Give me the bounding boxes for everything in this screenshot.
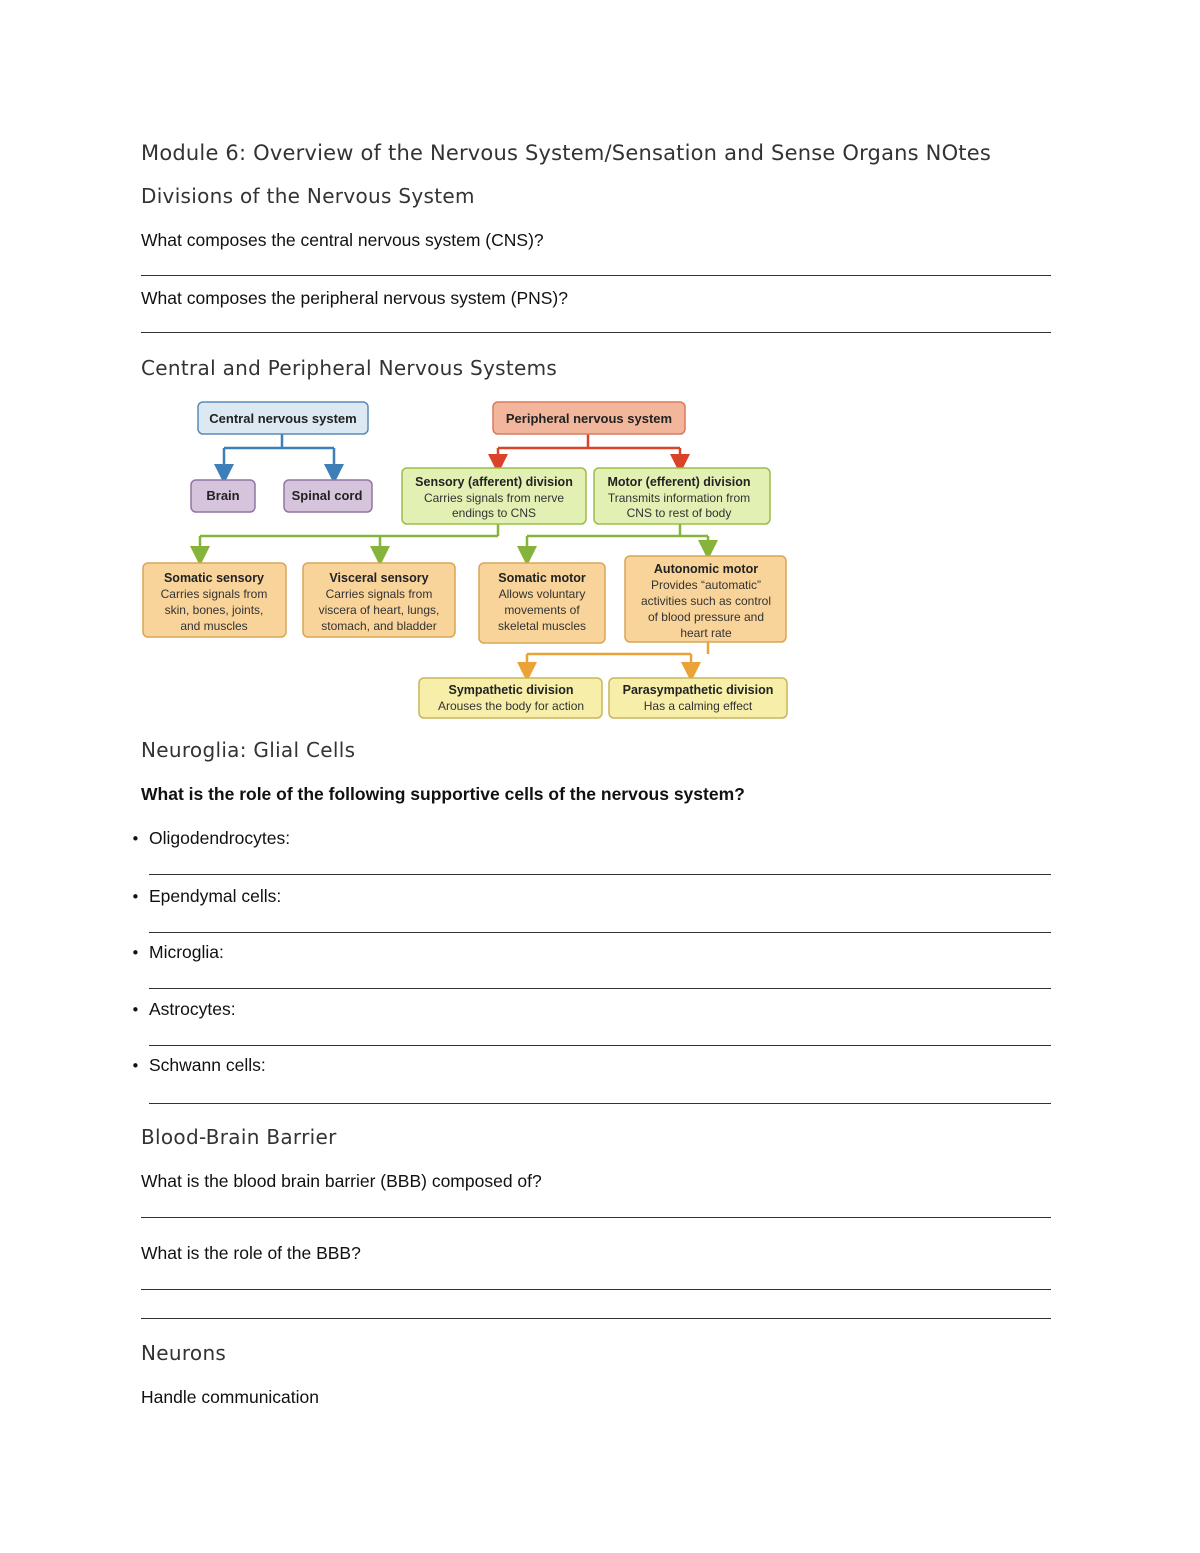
somatic-sensory-line: Carries signals from — [160, 587, 268, 601]
autonomic-motor-line: activities such as control — [640, 594, 772, 608]
bullet-icon: • — [131, 944, 140, 962]
somatic-motor-line: Allows voluntary — [498, 587, 586, 601]
glial-item-oligodendrocytes: Oligodendrocytes: — [149, 828, 291, 848]
question-glial-cells: What is the role of the following supportive cells of the nervous system? — [141, 784, 745, 804]
visceral-sensory-box — [303, 563, 455, 637]
somatic-sensory-line: skin, bones, joints, — [164, 603, 264, 617]
heading-neurons: Neurons — [141, 1341, 227, 1365]
visceral-sensory-title: Visceral sensory — [329, 571, 429, 585]
visceral-sensory-line: Carries signals from — [325, 587, 433, 601]
answer-line[interactable] — [149, 1045, 1051, 1046]
glial-item-astrocytes: Astrocytes: — [149, 999, 236, 1019]
question-bbb-composition: What is the blood brain barrier (BBB) composed of? — [141, 1171, 542, 1191]
heading-cns-pns: Central and Peripheral Nervous Systems — [141, 356, 558, 380]
neurons-text: Handle communication — [141, 1387, 320, 1407]
motor-division-line: CNS to rest of body — [626, 506, 732, 520]
pns-box — [493, 402, 685, 434]
sensory-division-line: Carries signals from nerve — [423, 491, 565, 505]
sensory-division-title: Sensory (afferent) division — [415, 475, 573, 489]
somatic-sensory-line: and muscles — [180, 619, 248, 633]
sensory-motor-connectors — [200, 524, 708, 556]
answer-line[interactable] — [149, 988, 1051, 989]
brain-box — [191, 480, 255, 512]
document-title: Module 6: Overview of the Nervous System/Sensation and Sense Organs NOtes — [141, 141, 991, 165]
parasympathetic-line: Has a calming effect — [643, 699, 753, 713]
question-bbb-role: What is the role of the BBB? — [141, 1243, 361, 1263]
pns-connectors — [498, 434, 680, 464]
sympathetic-line: Arouses the body for action — [437, 699, 585, 713]
autonomic-connectors — [527, 642, 708, 672]
heading-bbb: Blood-Brain Barrier — [141, 1125, 337, 1149]
somatic-motor-box — [479, 563, 605, 643]
bullet-icon: • — [131, 1057, 140, 1075]
autonomic-motor-box — [625, 556, 786, 642]
glial-item-schwann: Schwann cells: — [149, 1055, 266, 1075]
sympathetic-division-box — [419, 678, 602, 718]
parasympathetic-title: Parasympathetic division — [622, 683, 774, 697]
bullet-icon: • — [131, 1001, 140, 1019]
cns-connectors — [224, 434, 334, 474]
bullet-icon: • — [131, 888, 140, 906]
glial-item-ependymal: Ependymal cells: — [149, 886, 282, 906]
brain-label: Brain — [206, 488, 240, 503]
answer-line[interactable] — [141, 1217, 1051, 1218]
visceral-sensory-line: stomach, and bladder — [321, 619, 437, 633]
heading-divisions: Divisions of the Nervous System — [141, 184, 475, 208]
motor-division-line: Transmits information from — [607, 491, 751, 505]
autonomic-motor-line: of blood pressure and — [647, 610, 765, 624]
question-cns: What composes the central nervous system (CNS)? — [141, 230, 544, 250]
nervous-system-diagram — [0, 0, 1200, 740]
somatic-sensory-title: Somatic sensory — [163, 571, 265, 585]
heading-neuroglia: Neuroglia: Glial Cells — [141, 738, 356, 762]
answer-line[interactable] — [149, 1103, 1051, 1104]
somatic-motor-line: movements of — [504, 603, 580, 617]
sensory-division-line: endings to CNS — [451, 506, 537, 520]
answer-line[interactable] — [149, 932, 1051, 933]
autonomic-motor-title: Autonomic motor — [653, 562, 759, 576]
spinal-cord-box — [284, 480, 372, 512]
answer-line[interactable] — [149, 874, 1051, 875]
glial-item-microglia: Microglia: — [149, 942, 224, 962]
autonomic-motor-line: Provides “automatic” — [650, 578, 762, 592]
cns-label: Central nervous system — [209, 411, 357, 426]
answer-line[interactable] — [141, 1289, 1051, 1290]
sympathetic-title: Sympathetic division — [448, 683, 574, 697]
motor-division-title: Motor (efferent) division — [607, 475, 751, 489]
sensory-division-box — [402, 468, 586, 524]
somatic-motor-title: Somatic motor — [498, 571, 586, 585]
autonomic-motor-line: heart rate — [680, 626, 732, 640]
somatic-sensory-box — [143, 563, 286, 637]
spinal-cord-label: Spinal cord — [291, 488, 363, 503]
somatic-motor-line: skeletal muscles — [497, 619, 587, 633]
parasympathetic-division-box — [609, 678, 787, 718]
answer-line[interactable] — [141, 1318, 1051, 1319]
visceral-sensory-line: viscera of heart, lungs, — [318, 603, 440, 617]
motor-division-box — [594, 468, 770, 524]
question-pns: What composes the peripheral nervous system (PNS)? — [141, 288, 568, 308]
cns-box — [198, 402, 368, 434]
bullet-icon: • — [131, 830, 140, 848]
pns-label: Peripheral nervous system — [505, 411, 673, 426]
